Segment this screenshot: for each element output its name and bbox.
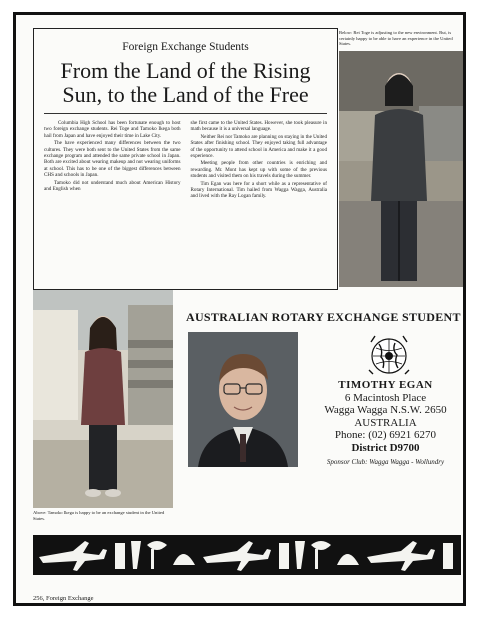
- page-folio: 256, Foreign Exchange: [33, 595, 94, 602]
- photo-caption-top: Below: Rei Toge is adjusting to the new environment. But, is certainly happy to be able to have an experience in the United States.: [339, 30, 453, 47]
- student-name: TIMOTHY EGAN: [338, 379, 433, 391]
- article-paragraph: Neither Rei nor Tamoko are planning on staying in the United States after finishing school. They enjoyed taking full advantage of the opportunity to attend school in America and make it a good experience.: [190, 133, 327, 160]
- address-country: AUSTRALIA: [354, 416, 417, 429]
- yearbook-page: [13, 12, 466, 606]
- headline-rule: [44, 113, 327, 114]
- article-kicker: Foreign Exchange Students: [122, 41, 249, 53]
- photo-caption-left: Above: Tamoko Ikega is happy to be an exchange student in the United States.: [33, 510, 165, 521]
- travel-pattern-graphic: [33, 535, 461, 575]
- article-paragraph: Tim Egan was here for a short while as a representative of Rotary International. Tim hailed from Wagga Wagga, Australia and lived with the Ray Logan family.: [190, 180, 327, 200]
- article-column-2: [191, 120, 328, 201]
- article-box: [33, 28, 338, 290]
- contact-block: [303, 379, 466, 454]
- portrait-timothy-egan-image: [188, 332, 298, 467]
- rotary-exchange-logo: [361, 330, 417, 380]
- rotary-section-title: AUSTRALIAN ROTARY EXCHANGE STUDENT: [186, 310, 461, 324]
- address-line-1: 6 Macintosh Place: [344, 391, 427, 404]
- phone-number: Phone: (02) 6921 6270: [334, 429, 437, 441]
- article-column-1: [44, 120, 181, 201]
- sponsor-club: Sponsor Club: Wagga Wagga - Wollundry: [326, 458, 445, 466]
- portrait-timothy-egan: [188, 332, 298, 467]
- photo-rei-toge-image: [339, 51, 464, 287]
- article-paragraph: The have experienced many differences between the two cultures. They were both sent to the United States from the same exchange program and attended the same private school in Japan. Both are excited about wearing makeup and not wearing uniforms at school. This has to be one of the biggest differences between CHS and schools in Japan.: [44, 140, 181, 179]
- article-paragraph: Tamoko did not understand much about American History and English when: [44, 179, 181, 193]
- headline-line-1: From the Land of the Rising: [60, 58, 311, 83]
- article-paragraph: Columbia High School has been fortunate enough to host two foreign exchange students. Rei Toge and Tamoko Ikega both hail from Japan and have enjoyed their time in Lake City.: [44, 120, 181, 139]
- photo-rei-toge: [339, 51, 464, 287]
- address-line-2: Wagga Wagga N.S.W. 2650: [324, 404, 447, 416]
- photo-tamoko-ikega: [33, 290, 173, 508]
- photo-tamoko-ikega-image: [33, 290, 173, 508]
- rotary-logo-globe-icon: [361, 330, 417, 380]
- article-paragraph: she first came to the United States. However, she took pleasure in math because it is a universal language.: [190, 120, 327, 133]
- headline-line-2: Sun, to the Land of the Free: [62, 82, 309, 107]
- article-headline: [44, 59, 327, 107]
- article-paragraph: Meeting people from other countries is enriching and rewarding. Mr. Mont has kept up with some of the previous students and visited them on his travels during the summer.: [190, 160, 327, 180]
- rotary-district: District D9700: [351, 441, 420, 454]
- article-body: [44, 120, 327, 201]
- decorative-travel-band: [33, 535, 461, 575]
